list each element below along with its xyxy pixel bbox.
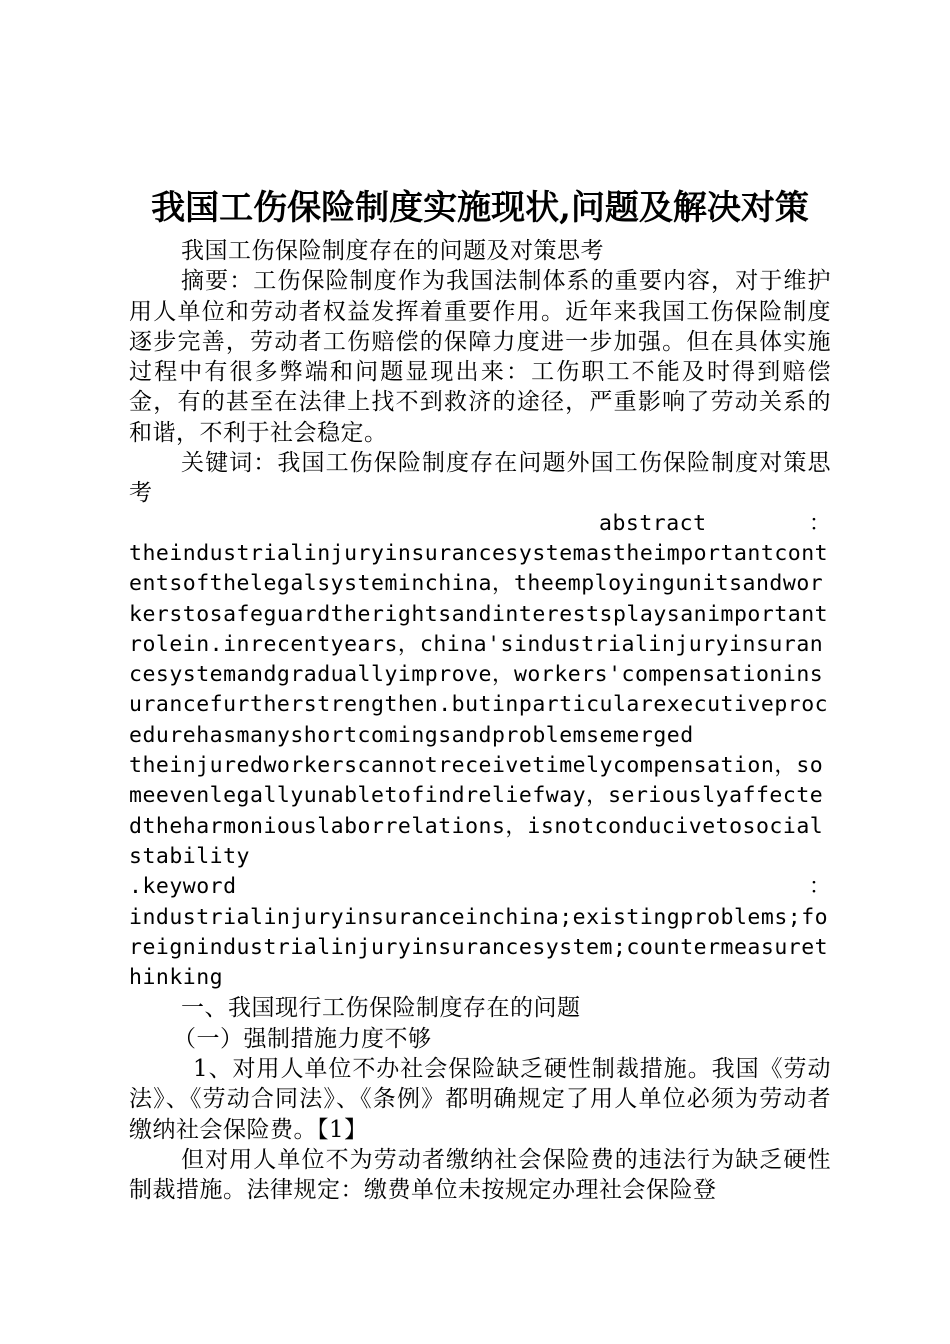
abstract-cn: 摘要：工伤保险制度作为我国法制体系的重要内容，对于维护用人单位和劳动者权益发挥着重要作用。近年来我国工伤保险制度逐步完善，劳动者工伤赔偿的保障力度进一步加强。但在具体实施过程中有很多弊端和问题显现出来：工伤职工不能及时得到赔偿金，有的甚至在法律上找不到救济的途径，严重影响了劳动关系的和谐，不利于社会稳定。 — [129, 268, 831, 446]
abstract-en-label: abstract — [599, 510, 707, 536]
subtitle: 我国工伤保险制度存在的问题及对策思考 — [181, 238, 604, 264]
section-heading: 一、我国现行工伤保险制度存在的问题 — [181, 995, 581, 1022]
keyword-en-colon: ： — [808, 874, 831, 900]
keywords-cn: 关键词：我国工伤保险制度存在问题外国工伤保险制度对策思考 — [129, 450, 831, 507]
abstract-en-body-1: theindustrialinjuryinsurancesystemastheimportantcontentsofthelegalsysteminchina，theemployingunitsandworkerstosafeguardtherightsandinterestsplaysanimportantrolein.inrecentyears，china'sindustrialinjuryinsurancesystemandgraduallyimprove，workers'compensationinsurancefurtherstrengthen.butinparticularexecutiveprocedurehasmanyshortcomingsandproblemsemerged — [129, 540, 829, 748]
body-paragraph-2: 但对用人单位不为劳动者缴纳社会保险费的违法行为缺乏硬性制裁措施。法律规定：缴费单位未按规定办理社会保险登 — [129, 1146, 831, 1204]
document-title: 我国工伤保险制度实施现状,问题及解决对策 — [151, 188, 809, 228]
abstract-en-heading — [129, 509, 831, 539]
keywords-en: industrialinjuryinsuranceinchina;existingproblems;foreignindustrialinjuryinsurancesystem;countermeasurethinking — [129, 904, 829, 991]
body-paragraph-1: 1、对用人单位不办社会保险缺乏硬性制裁措施。我国《劳动法》、《劳动合同法》、《条例》都明确规定了用人单位必须为劳动者缴纳社会保险费。【1】 — [129, 1056, 831, 1143]
keyword-en-label: .keyword — [129, 874, 237, 900]
abstract-en-body-2: theinjuredworkerscannotreceivetimelycompensation，someevenlegallyunabletofindreliefway，seriouslyaffectedtheharmoniouslaborrelations，isnotconducivetosocialstability — [129, 753, 824, 869]
keyword-en-heading — [129, 872, 831, 902]
document-page — [129, 185, 831, 1206]
subsection-heading: （一）强制措施力度不够 — [173, 1025, 432, 1052]
abstract-en-colon: ： — [808, 510, 831, 536]
